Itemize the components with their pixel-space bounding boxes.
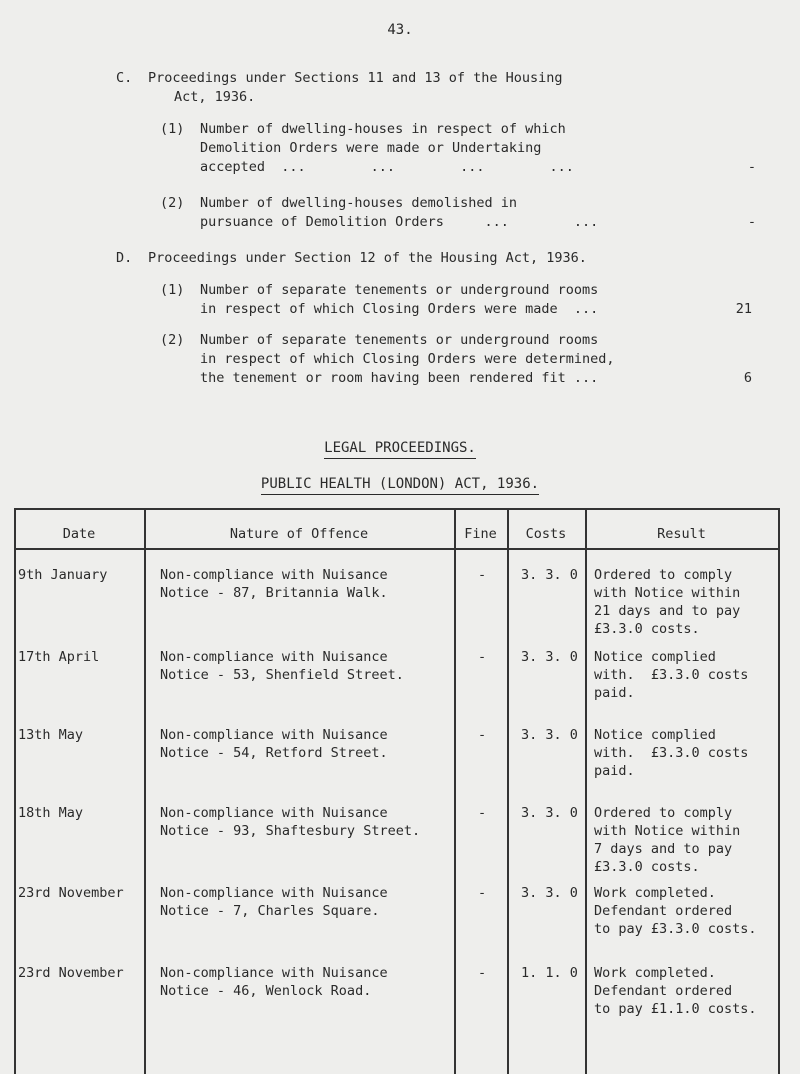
row-date: 13th May xyxy=(18,727,84,743)
row-offence: Non-compliance with Nuisance Notice - 87, Britannia Walk. xyxy=(160,567,388,601)
d2-value: 6 xyxy=(743,370,752,386)
row-fine: - xyxy=(478,649,487,665)
c2-line2: pursuance of Demolition Orders ... ... xyxy=(200,214,599,230)
header-result: Result xyxy=(657,526,706,542)
d1-line2: in respect of which Closing Orders were made ... xyxy=(200,301,599,317)
row-fine: - xyxy=(478,567,487,583)
row-fine: - xyxy=(478,805,487,821)
d2-line3: the tenement or room having been rendered fit ... xyxy=(200,370,599,386)
d1-line1: Number of separate tenements or underground rooms xyxy=(200,282,599,298)
c2-value: - xyxy=(747,214,756,230)
d2-line1: Number of separate tenements or underground rooms xyxy=(200,332,599,348)
d1-value: 21 xyxy=(735,301,752,317)
row-result: Notice complied with. £3.3.0 costs paid. xyxy=(594,649,749,701)
row-fine: - xyxy=(478,727,487,743)
row-result: Ordered to comply with Notice within 21 days and to pay £3.3.0 costs. xyxy=(594,567,741,637)
row-fine: - xyxy=(478,965,487,981)
row-costs: 3. 3. 0 xyxy=(521,567,578,583)
column-divider-3 xyxy=(507,508,509,1074)
d2-number: (2) xyxy=(160,332,185,348)
legal-proceedings-table xyxy=(14,508,780,1074)
header-fine: Fine xyxy=(464,526,497,542)
row-result: Notice complied with. £3.3.0 costs paid. xyxy=(594,727,749,779)
c1-line1: Number of dwelling-houses in respect of which xyxy=(200,121,566,137)
section-d-letter: D. xyxy=(116,250,133,266)
row-date: 23rd November xyxy=(18,965,124,981)
d2-line2: in respect of which Closing Orders were determined, xyxy=(200,351,615,367)
row-offence: Non-compliance with Nuisance Notice - 53, Shenfield Street. xyxy=(160,649,404,683)
row-result: Work completed. Defendant ordered to pay £3.3.0 costs. xyxy=(594,885,757,937)
row-date: 18th May xyxy=(18,805,84,821)
table-left-border xyxy=(14,508,16,1074)
row-offence: Non-compliance with Nuisance Notice - 54, Retford Street. xyxy=(160,727,388,761)
column-divider-2 xyxy=(454,508,456,1074)
c2-number: (2) xyxy=(160,195,185,211)
row-date: 23rd November xyxy=(18,885,124,901)
row-costs: 3. 3. 0 xyxy=(521,805,578,821)
row-offence: Non-compliance with Nuisance Notice - 7, Charles Square. xyxy=(160,885,388,919)
c1-line2: Demolition Orders were made or Undertaking xyxy=(200,140,542,156)
row-costs: 1. 1. 0 xyxy=(521,965,578,981)
c1-value: - xyxy=(747,159,756,175)
row-date: 17th April xyxy=(18,649,100,665)
header-date: Date xyxy=(62,526,96,542)
row-costs: 3. 3. 0 xyxy=(521,649,578,665)
header-costs: Costs xyxy=(525,526,567,542)
act-heading: PUBLIC HEALTH (LONDON) ACT, 1936. xyxy=(0,476,800,492)
row-fine: - xyxy=(478,885,487,901)
row-costs: 3. 3. 0 xyxy=(521,885,578,901)
row-date: 9th January xyxy=(18,567,108,583)
section-d-title: Proceedings under Section 12 of the Housing Act, 1936. xyxy=(148,250,587,266)
table-right-border xyxy=(778,508,780,1074)
section-c-title-line2: Act, 1936. xyxy=(174,89,256,105)
page-number: 43. xyxy=(387,22,413,38)
legal-proceedings-heading: LEGAL PROCEEDINGS. xyxy=(0,440,800,456)
row-result: Ordered to comply with Notice within 7 days and to pay £3.3.0 costs. xyxy=(594,805,741,875)
section-c-letter: C. xyxy=(116,70,133,86)
c1-number: (1) xyxy=(160,121,185,137)
c2-line1: Number of dwelling-houses demolished in xyxy=(200,195,517,211)
row-result: Work completed. Defendant ordered to pay £1.1.0 costs. xyxy=(594,965,757,1017)
column-divider-4 xyxy=(585,508,587,1074)
row-offence: Non-compliance with Nuisance Notice - 93, Shaftesbury Street. xyxy=(160,805,421,839)
section-c-title-line1: Proceedings under Sections 11 and 13 of the Housing xyxy=(148,70,563,86)
column-divider-1 xyxy=(144,508,146,1074)
row-offence: Non-compliance with Nuisance Notice - 46, Wenlock Road. xyxy=(160,965,388,999)
table-header-divider xyxy=(14,548,780,550)
row-costs: 3. 3. 0 xyxy=(521,727,578,743)
c1-line3: accepted ... ... ... ... xyxy=(200,159,574,175)
table-top-border xyxy=(14,508,780,510)
header-offence: Nature of Offence xyxy=(229,526,369,542)
d1-number: (1) xyxy=(160,282,185,298)
